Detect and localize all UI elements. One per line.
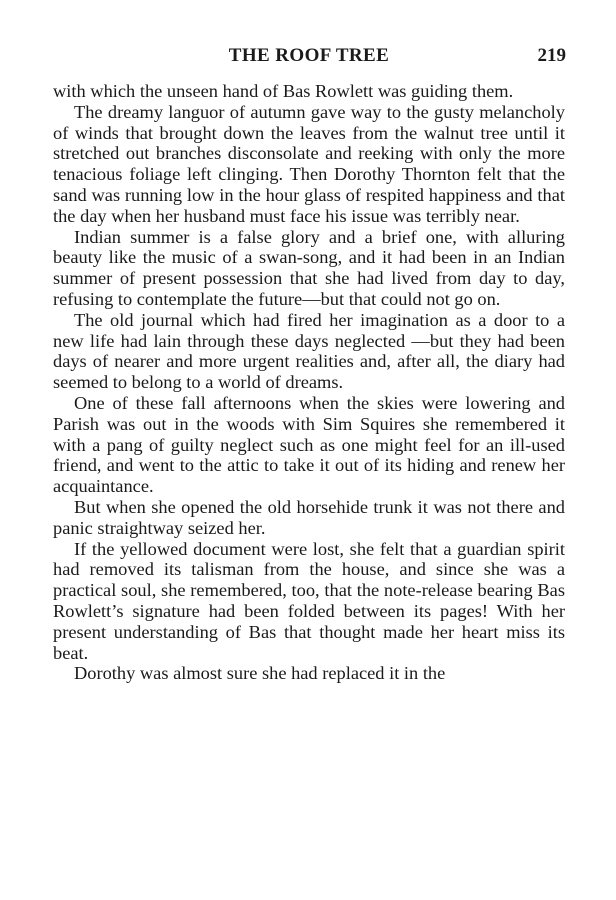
paragraph-yellowed-document: If the yellowed document were lost, she felt that a guardian spirit had removed its talisman from the house, and since she was a practical soul, she remembered, too, that the note-release bearing Bas Rowlett’s signature had been folded between its pages! With her present understanding of Bas that thought made her heart miss its beat.: [53, 538, 565, 663]
page-number: 219: [537, 45, 566, 66]
paragraph-autumn: The dreamy languor of autumn gave way to the gusty melancholy of winds that brought down the leaves from the walnut tree until it stretched out branches disconsolate and reeking with only the more tenacious foliage left clinging. Then Dorothy Thornton felt that the sand was running low in the hour glass of respited happiness and that the day when her husband must face his issue was terribly near.: [53, 101, 565, 226]
paragraph-dorothy-replaced: Dorothy was almost sure she had replaced it in the: [74, 663, 446, 684]
paragraph-fall-afternoon: One of these fall afternoons when the skies were lowering and Parish was out in the woods with Sim Squires she remembered it with a pang of guilty neglect such as one might feel for an ill-used friend, and went to the attic to take it out of its hiding and renew her acquaintance.: [53, 392, 565, 497]
running-title: THE ROOF TREE: [228, 45, 390, 66]
paragraph-continued: with which the unseen hand of Bas Rowlett was guiding them.: [53, 81, 514, 101]
paragraph-indian-summer: Indian summer is a false glory and a brief one, with alluring beauty like the music of a swan-song, and it had been in an Indian summer of present possession that she had lived from day to day, refusing to contemplate the future—but that could not go on.: [53, 226, 565, 309]
paragraph-old-journal: The old journal which had fired her imagination as a door to a new life had lain through these days neglected —but they had been days of nearer and more urgent realities and, after all, the diary had seemed to belong to a world of dreams.: [53, 309, 565, 393]
running-head: [52, 44, 566, 68]
paragraph-horsehide-trunk: But when she opened the old horsehide trunk it was not there and panic straightway seized her.: [53, 496, 565, 538]
body-text: [53, 81, 565, 684]
